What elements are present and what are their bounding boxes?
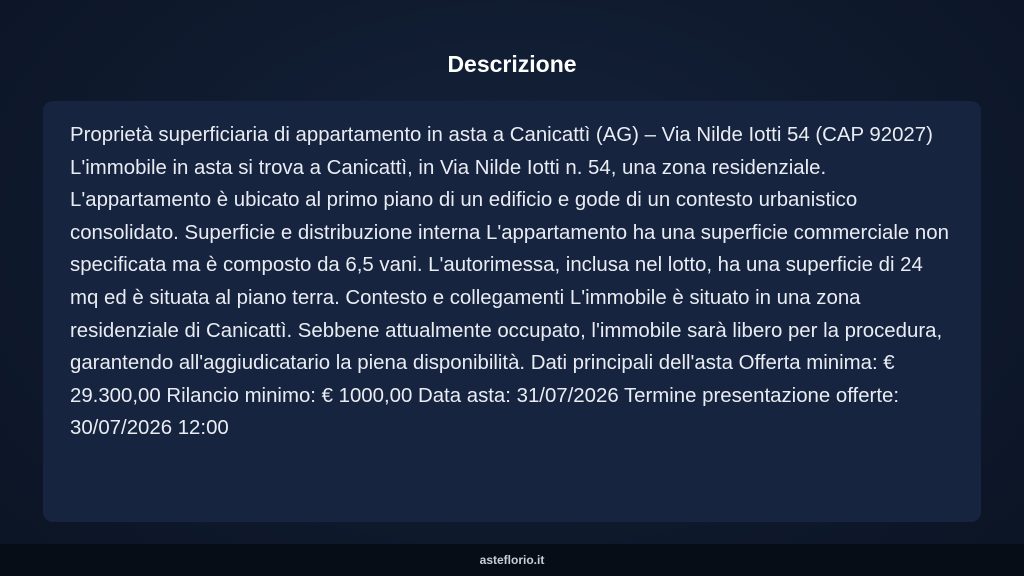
description-card <box>43 101 981 522</box>
footer-brand: asteflorio.it <box>479 553 545 567</box>
page-title: Descrizione <box>447 51 577 77</box>
footer-bar <box>0 544 1024 576</box>
description-text: Proprietà superficiaria di appartamento in asta a Canicattì (AG) – Via Nilde Iotti 54 (CAP 92027) L'immobile in asta si trova a Canicattì, in Via Nilde Iotti n. 54, una zona residenziale. L'appartamento è ubicato al primo piano di un edificio e gode di un contesto urbanistico consolidato. Superficie e distribuzione interna L'appartamento ha una superficie commerciale non specificata ma è composto da 6,5 vani. L'autorimessa, inclusa nel lotto, ha una superficie di 24 mq ed è situata al piano terra. Contesto e collegamenti L'immobile è situato in una zona residenziale di Canicattì. Sebbene attualmente occupato, l'immobile sarà libero per la procedura, garantendo all'aggiudicatario la piena disponibilità. Dati principali dell'asta Offerta minima: € 29.300,00 Rilancio minimo: € 1000,00 Data asta: 31/07/2026 Termine presentazione offerte: 30/07/2026 12:00 <box>70 124 949 440</box>
